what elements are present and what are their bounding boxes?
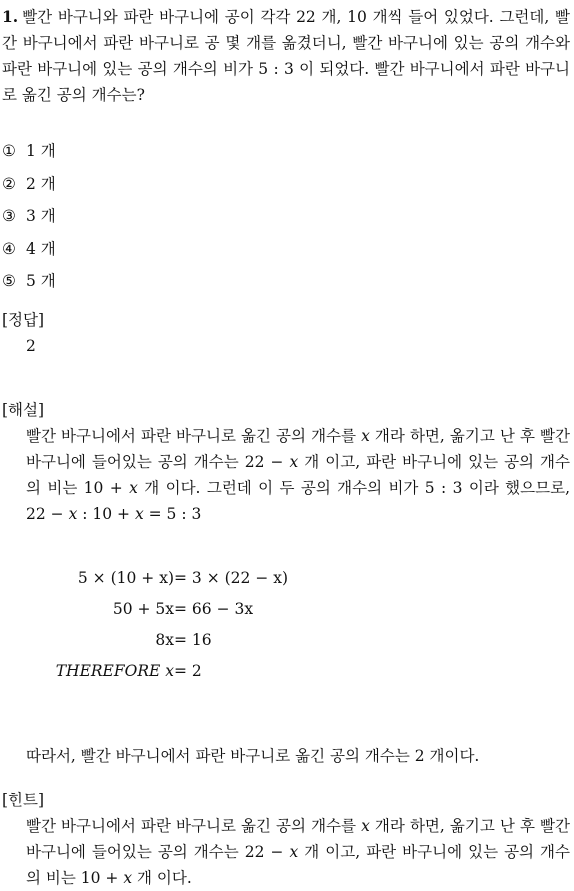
variable-x: x	[361, 816, 370, 835]
explanation-text-part: 개 이고, 파란 바구니에 있는 공의 개수의 비는 10 +	[26, 452, 570, 497]
equation-block	[2, 565, 570, 715]
variable-x: x	[289, 842, 299, 861]
explanation-text-part: = 5 : 3	[143, 504, 202, 523]
equation-row	[2, 658, 570, 684]
answer-header: [정답]	[2, 310, 45, 329]
hint-header: [힌트]	[2, 790, 45, 809]
explanation-text-part: 개 이다. 그런데 이 두 공의 개수의 비가 5 : 3 이라 했으므로, 22 −	[26, 478, 570, 523]
equation-row	[2, 627, 570, 653]
explanation-text-part: 빨간 바구니에서 파란 바구니로 옮긴 공의 개수를	[26, 426, 362, 445]
variable-x: x	[123, 868, 133, 887]
equation-rhs: = 2	[174, 661, 202, 680]
hint-text-part: 빨간 바구니에서 파란 바구니로 옮긴 공의 개수를	[26, 816, 362, 835]
explanation-text-part: : 10 +	[77, 504, 135, 523]
choice-item[interactable]	[2, 171, 570, 204]
choice-item[interactable]	[2, 268, 570, 301]
equation-rhs: = 16	[174, 630, 212, 649]
equation-lhs: THEREFORE x	[55, 661, 174, 680]
equation-lhs: 8x	[155, 630, 174, 649]
variable-x: x	[134, 504, 144, 523]
equation-lhs: 5 × (10 + x)	[77, 568, 174, 587]
variable-x: x	[68, 504, 78, 523]
equation-rhs: = 3 × (22 − x)	[174, 568, 289, 587]
choice-label: 5 개	[26, 272, 56, 290]
variable-x: x	[289, 452, 299, 471]
equation-row	[2, 596, 570, 622]
variable-x: x	[361, 426, 370, 445]
explanation-header: [해설]	[2, 400, 45, 419]
question-text-block	[2, 4, 570, 108]
choice-label: 4 개	[26, 239, 56, 258]
choice-item[interactable]	[2, 236, 570, 269]
explanation-text	[2, 423, 570, 527]
hint-text-part: 개 이고, 파란 바구니에 있는 공의 개수의 비는 10 +	[26, 842, 570, 887]
explanation-text-part: 개라 하면, 옮기고 난 후 빨간 바구니에 들어있는 공의 개수는 22 −	[26, 426, 570, 471]
choice-marker: ①	[2, 142, 16, 160]
choice-label: 2 개	[26, 174, 56, 193]
choice-marker: ②	[2, 174, 16, 193]
choice-marker: ③	[2, 207, 16, 225]
choice-item[interactable]	[2, 138, 570, 171]
explanation-conclusion: 따라서, 빨간 바구니에서 파란 바구니로 옮긴 공의 개수는 2 개이다.	[26, 746, 480, 765]
choice-label: 3 개	[26, 207, 56, 225]
choice-label: 1 개	[26, 142, 56, 160]
choice-list	[2, 138, 570, 301]
equation-rhs: = 66 − 3x	[174, 599, 254, 618]
hint-text	[2, 813, 570, 891]
question-number: 1.	[2, 7, 19, 26]
hint-text-part: 개라 하면, 옮기고 난 후 빨간 바구니에 들어있는 공의 개수는 22 −	[26, 816, 570, 861]
question-text: 빨간 바구니와 파란 바구니에 공이 각각 22 개, 10 개씩 들어 있었다. 그런데, 빨간 바구니에서 파란 바구니로 공 몇 개를 옮겼더니, 빨간 바구니에 있는 공의 개수와 파란 바구니에 있는 공의 개수의 비가 5 : 3 이 되었다. 빨간 바구니에서 파란 바구니로 옮긴 공의 개수는?	[2, 8, 570, 104]
choice-item[interactable]	[2, 203, 570, 236]
document-page	[2, 4, 570, 891]
choice-marker: ⑤	[2, 272, 16, 290]
hint-text-part: 개 이다.	[132, 868, 192, 887]
choice-marker: ④	[2, 239, 16, 258]
equation-row	[2, 565, 570, 591]
answer-value: 2	[26, 336, 36, 355]
variable-x: x	[129, 478, 138, 497]
equation-lhs: 50 + 5x	[112, 599, 174, 618]
